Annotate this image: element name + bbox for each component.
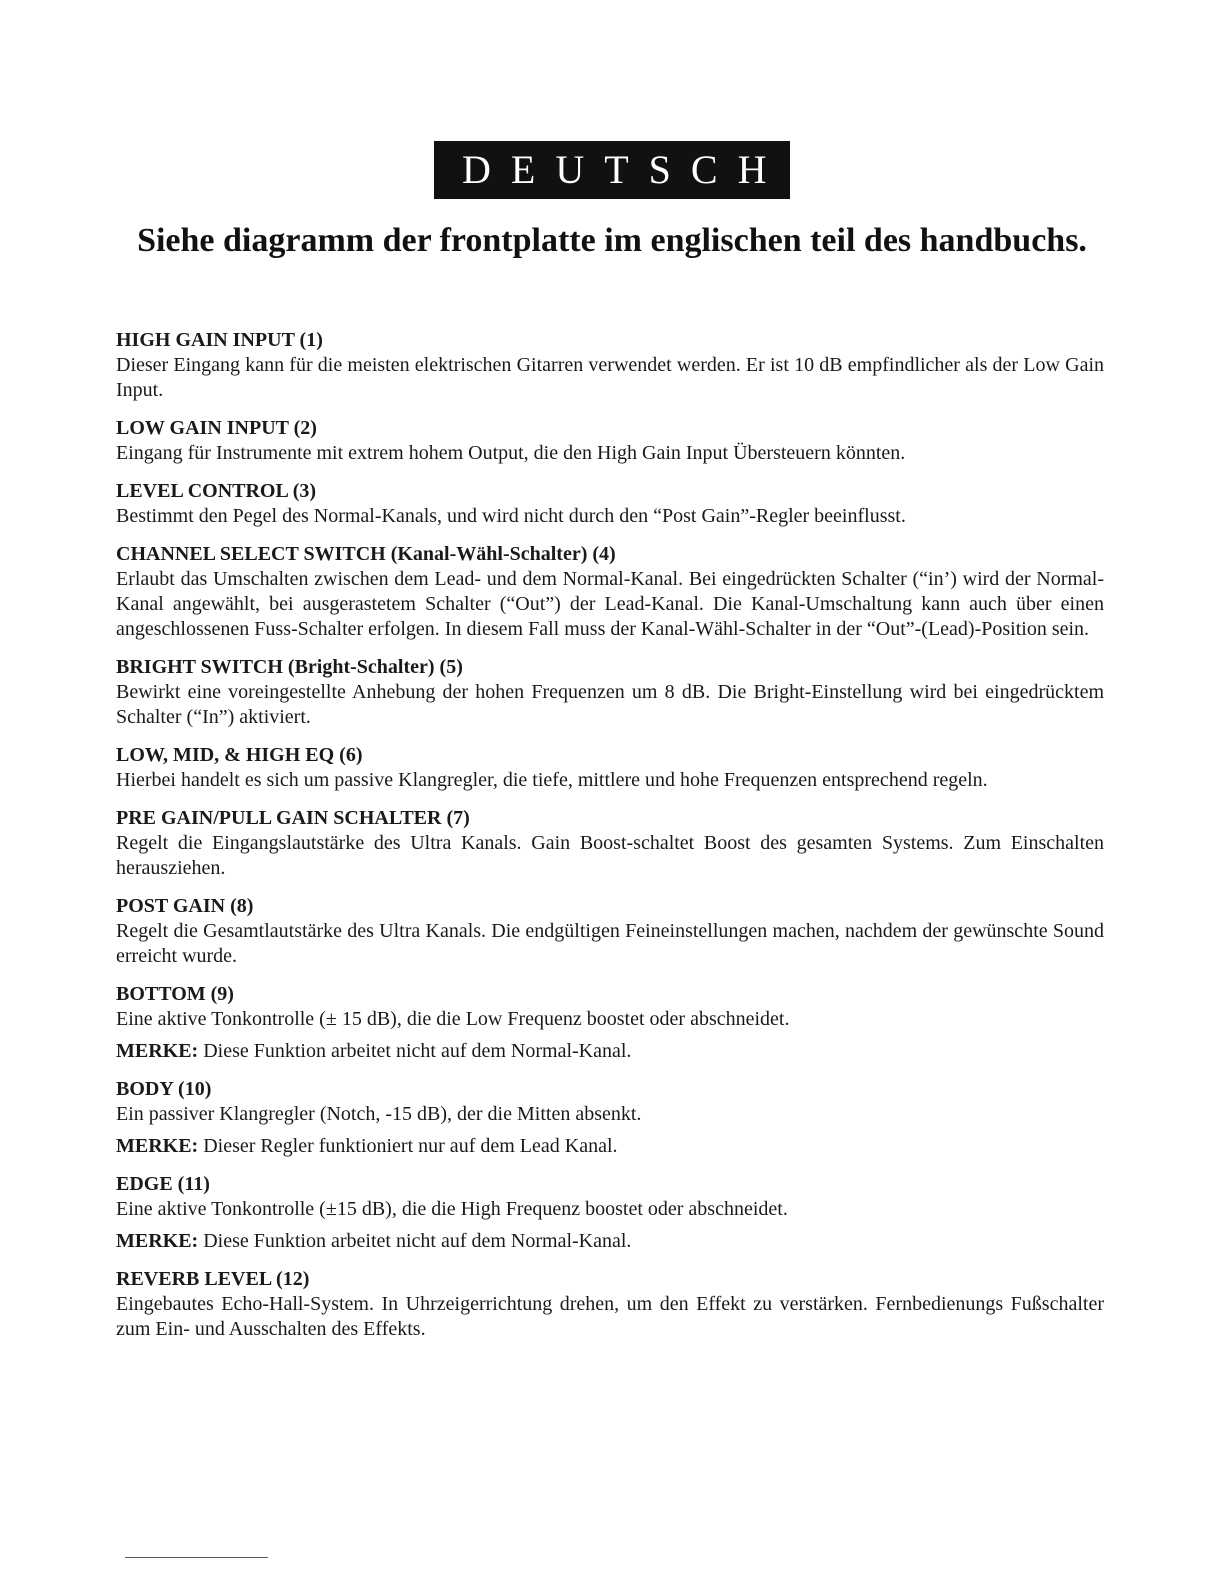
section-eq (116, 743, 1104, 793)
section-text: Regelt die Eingangslautstärke des Ultra Kanals. Gain Boost-schaltet Boost des gesamten Systems. Zum Einschalten herausziehen. (116, 832, 1104, 879)
section-heading: EDGE (11) (116, 1173, 210, 1195)
note-label: MERKE: (116, 1040, 199, 1062)
section-level-control (116, 479, 1104, 529)
note-label: MERKE: (116, 1135, 199, 1157)
section-heading: REVERB LEVEL (12) (116, 1268, 310, 1290)
section-bright-switch (116, 655, 1104, 730)
section-edge (116, 1172, 1104, 1254)
footer-rule (125, 1557, 268, 1558)
section-reverb-level (116, 1267, 1104, 1342)
section-note (116, 1134, 1104, 1159)
section-note (116, 1039, 1104, 1064)
section-heading: POST GAIN (8) (116, 895, 254, 917)
section-text: Eingang für Instrumente mit extrem hohem Output, die den High Gain Input Übersteuern könnten. (116, 442, 906, 464)
section-low-gain-input (116, 416, 1104, 466)
section-heading: BODY (10) (116, 1078, 212, 1100)
section-pre-gain (116, 806, 1104, 881)
section-heading: BOTTOM (9) (116, 983, 234, 1005)
section-heading: HIGH GAIN INPUT (1) (116, 329, 323, 351)
section-heading: BRIGHT SWITCH (Bright-Schalter) (5) (116, 656, 463, 678)
section-post-gain (116, 894, 1104, 969)
language-banner-wrap (0, 141, 1224, 199)
note-text: Diese Funktion arbeitet nicht auf dem Normal-Kanal. (203, 1040, 632, 1062)
section-text: Dieser Eingang kann für die meisten elektrischen Gitarren verwendet werden. Er ist 10 dB empfindlicher als der Low Gain Input. (116, 354, 1104, 401)
section-heading: CHANNEL SELECT SWITCH (Kanal-Wähl-Schalter) (4) (116, 543, 616, 565)
section-heading: LOW, MID, & HIGH EQ (6) (116, 744, 363, 766)
page-subtitle: Siehe diagramm der frontplatte im englischen teil des handbuchs. (137, 222, 1087, 259)
note-text: Dieser Regler funktioniert nur auf dem Lead Kanal. (203, 1135, 618, 1157)
manual-content (116, 328, 1104, 1355)
section-text: Regelt die Gesamtlautstärke des Ultra Kanals. Die endgültigen Feineinstellungen machen, nachdem der gewünschte Sound erreicht wurde. (116, 920, 1104, 967)
section-text: Erlaubt das Umschalten zwischen dem Lead- und dem Normal-Kanal. Bei eingedrückten Schalter (“in’) wird der Normal-Kanal angewählt, bei ausgerastetem Schalter (“Out”) der Lead-Kanal. Die Kanal-Umschaltung kann auch über einen angeschlossenen Fuss-Schalter erfolgen. In diesem Fall muss der Kanal-Wähl-Schalter in der “Out”-(Lead)-Position sein. (116, 568, 1104, 640)
section-heading: PRE GAIN/PULL GAIN SCHALTER (7) (116, 807, 470, 829)
note-text: Diese Funktion arbeitet nicht auf dem Normal-Kanal. (203, 1230, 632, 1252)
section-text: Eingebautes Echo-Hall-System. In Uhrzeigerrichtung drehen, um den Effekt zu verstärken. Fernbedienungs Fußschalter zum Ein- und Ausschalten des Effekts. (116, 1293, 1104, 1340)
section-bottom (116, 982, 1104, 1064)
section-text: Bewirkt eine voreingestellte Anhebung der hohen Frequenzen um 8 dB. Die Bright-Einstellung wird bei eingedrücktem Schalter (“In”) aktiviert. (116, 681, 1104, 728)
section-heading: LOW GAIN INPUT (2) (116, 417, 317, 439)
section-body (116, 1077, 1104, 1159)
section-channel-select-switch (116, 542, 1104, 642)
section-text: Hierbei handelt es sich um passive Klangregler, die tiefe, mittlere und hohe Frequenzen entsprechend regeln. (116, 769, 988, 791)
section-heading: LEVEL CONTROL (3) (116, 480, 317, 502)
language-banner: DEUTSCH (434, 141, 790, 199)
section-text: Ein passiver Klangregler (Notch, -15 dB), der die Mitten absenkt. (116, 1103, 642, 1125)
section-text: Eine aktive Tonkontrolle (±15 dB), die die High Frequenz boostet oder abschneidet. (116, 1198, 788, 1220)
section-text: Eine aktive Tonkontrolle (± 15 dB), die die Low Frequenz boostet oder abschneidet. (116, 1008, 790, 1030)
section-high-gain-input (116, 328, 1104, 403)
section-text: Bestimmt den Pegel des Normal-Kanals, und wird nicht durch den “Post Gain”-Regler beeinflusst. (116, 505, 906, 527)
section-note (116, 1229, 1104, 1254)
note-label: MERKE: (116, 1230, 199, 1252)
